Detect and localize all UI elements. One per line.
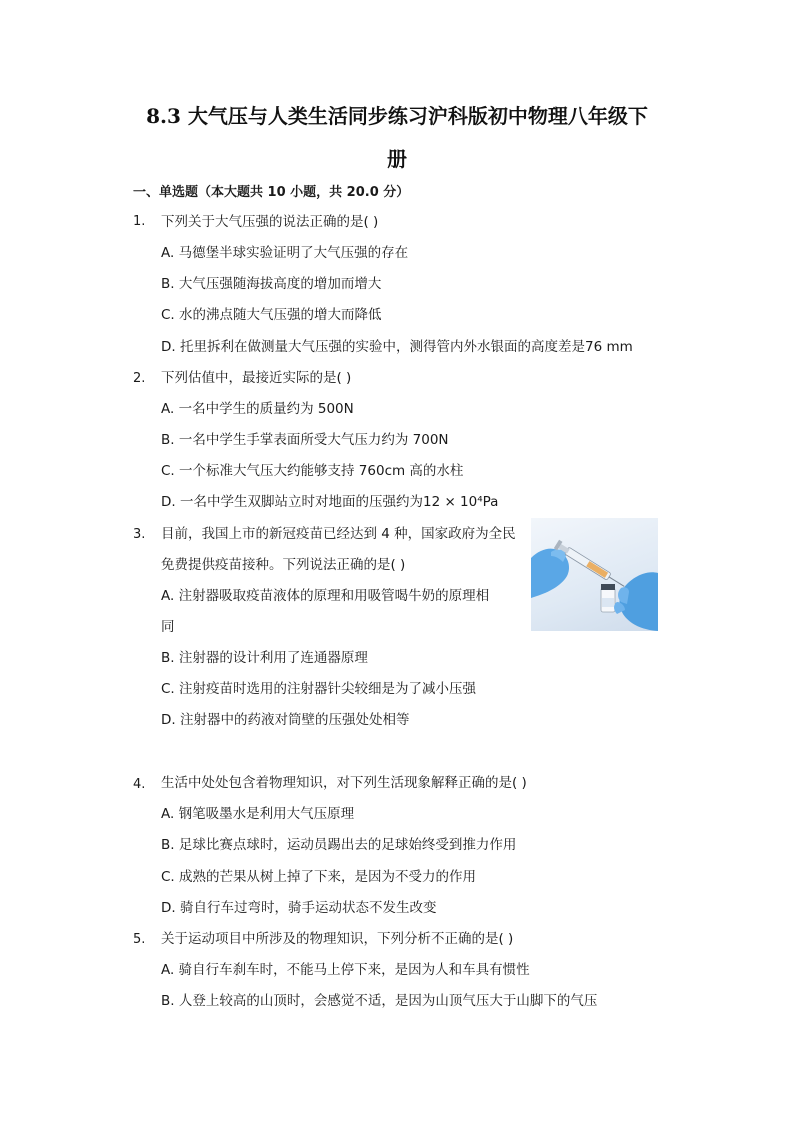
- question-1-option-a: A. 马德堡半球实验证明了大气压强的存在: [161, 245, 409, 261]
- question-2-number: 2.: [133, 371, 146, 386]
- question-5-number: 5.: [133, 932, 146, 947]
- question-1-number: 1.: [133, 214, 146, 229]
- question-5-stem: 关于运动项目中所涉及的物理知识，下列分析不正确的是( ): [161, 931, 514, 947]
- question-4-option-b: B. 足球比赛点球时，运动员踢出去的足球始终受到推力作用: [161, 837, 517, 853]
- question-1-option-c: C. 水的沸点随大气压强的增大而降低: [161, 307, 382, 323]
- question-3-option-b: B. 注射器的设计利用了连通器原理: [161, 650, 368, 666]
- page-title-line-2: 册: [387, 147, 407, 171]
- question-2-option-d: D. 一名中学生双脚站立时对地面的压强约为12 × 10⁴Pa: [161, 494, 499, 510]
- question-5-option-a: A. 骑自行车刹车时，不能马上停下来，是因为人和车具有惯性: [161, 962, 530, 978]
- question-4-option-c: C. 成熟的芒果从树上掉了下来，是因为不受力的作用: [161, 869, 477, 885]
- vaccine-syringe-icon: [531, 518, 658, 631]
- question-3-stem-line-1: 目前，我国上市的新冠疫苗已经达到 4 种，国家政府为全民: [161, 526, 516, 542]
- question-5-option-b: B. 人登上较高的山顶时，会感觉不适，是因为山顶气压大于山脚下的气压: [161, 993, 598, 1009]
- question-4-option-d: D. 骑自行车过弯时，骑手运动状态不发生改变: [161, 900, 437, 916]
- question-3-option-a-cont: 同: [161, 619, 175, 635]
- question-1-stem: 下列关于大气压强的说法正确的是( ): [161, 214, 379, 230]
- page-title-line-1: 8.3 大气压与人类生活同步练习沪科版初中物理八年级下: [146, 104, 648, 128]
- question-2-option-a: A. 一名中学生的质量约为 500N: [161, 401, 354, 417]
- vaccine-syringe-photo: [531, 518, 658, 631]
- question-3-option-d: D. 注射器中的药液对筒壁的压强处处相等: [161, 712, 410, 728]
- question-3-option-c: C. 注射疫苗时选用的注射器针尖较细是为了减小压强: [161, 681, 477, 697]
- question-3-option-a: A. 注射器吸取疫苗液体的原理和用吸管喝牛奶的原理相: [161, 588, 490, 604]
- question-3-stem-line-2: 免费提供疫苗接种。下列说法正确的是( ): [161, 557, 406, 573]
- question-2-stem: 下列估值中，最接近实际的是( ): [161, 370, 352, 386]
- section-header: 一、单选题（本大题共 10 小题，共 20.0 分）: [133, 185, 410, 200]
- question-4-stem: 生活中处处包含着物理知识，对下列生活现象解释正确的是( ): [161, 775, 527, 791]
- question-3-number: 3.: [133, 527, 146, 542]
- question-2-option-b: B. 一名中学生手掌表面所受大气压力约为 700N: [161, 432, 449, 448]
- question-4-option-a: A. 钢笔吸墨水是利用大气压原理: [161, 806, 355, 822]
- question-1-option-b: B. 大气压强随海拔高度的增加而增大: [161, 276, 382, 292]
- question-1-option-d: D. 托里拆利在做测量大气压强的实验中，测得管内外水银面的高度差是76 mm: [161, 339, 633, 355]
- question-4-number: 4.: [133, 777, 146, 792]
- question-2-option-c: C. 一个标准大气压大约能够支持 760cm 高的水柱: [161, 463, 464, 479]
